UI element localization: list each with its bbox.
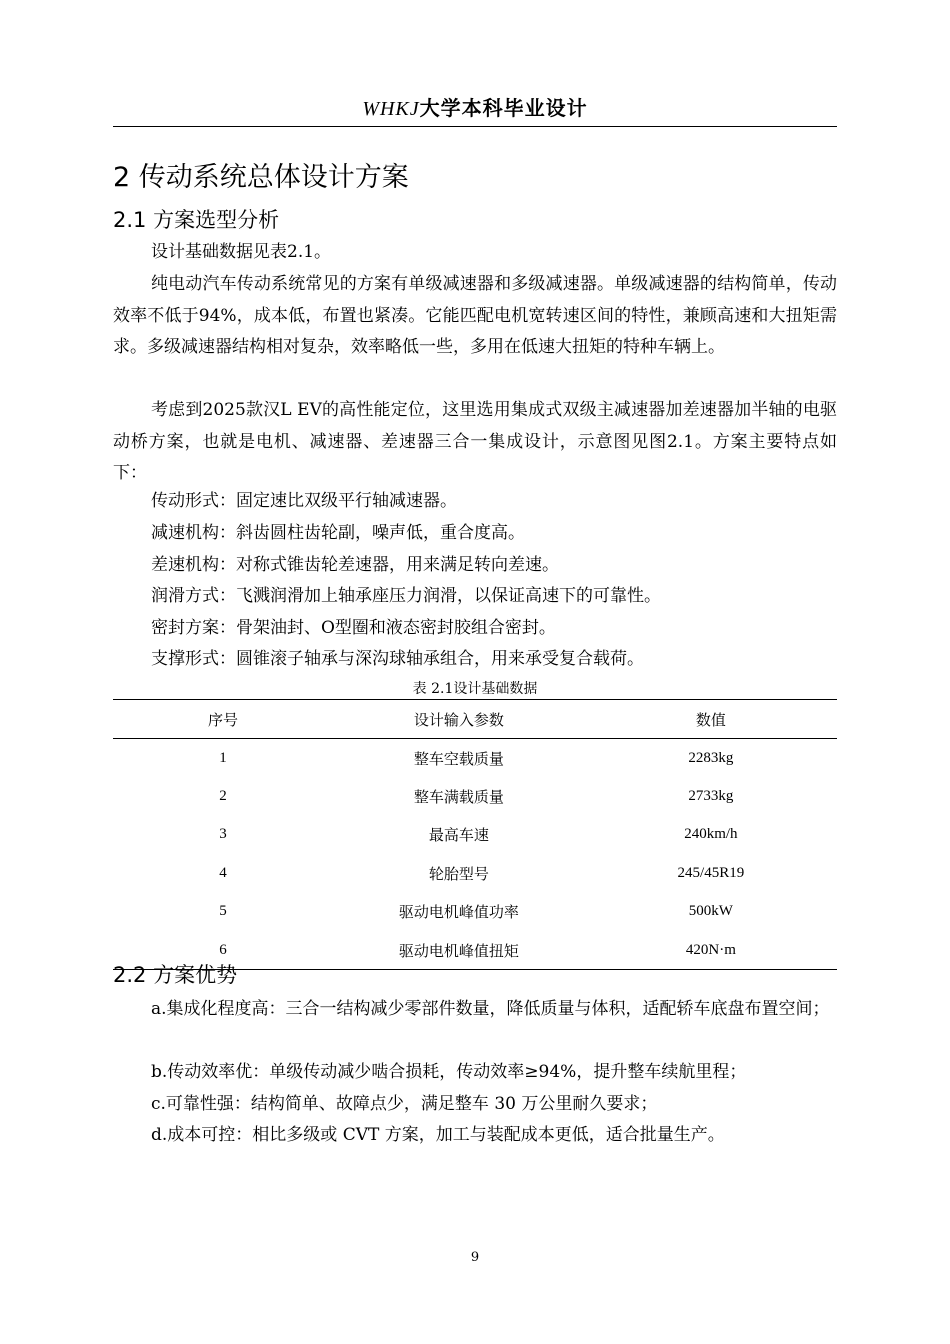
paragraph-3: 考虑到2025款汉L EV的高性能定位，这里选用集成式双级主减速器加差速器加半轴的电驱动桥方案，也就是电机、减速器、差速器三合一集成设计，示意图见图2.1。方案主要特点如下： bbox=[113, 400, 837, 483]
header-rule bbox=[113, 126, 837, 127]
cell-index: 6 bbox=[113, 931, 333, 970]
cell-index: 2 bbox=[219, 788, 227, 805]
cell-index: 1 bbox=[219, 749, 227, 766]
cell-value: 2283kg bbox=[688, 749, 734, 766]
header-index: 序号 bbox=[113, 700, 333, 739]
table-row bbox=[113, 777, 837, 815]
feature-sealing: 密封方案：骨架油封、O型圈和液态密封胶组合密封。 bbox=[151, 618, 556, 638]
design-data-table bbox=[113, 699, 837, 970]
header-latin: WHKJ bbox=[362, 98, 420, 120]
feature-reduction: 减速机构：斜齿圆柱齿轮副，噪声低，重合度高。 bbox=[151, 523, 525, 543]
advantage-d: d.成本可控：相比多级或 CVT 方案，加工与装配成本更低，适合批量生产。 bbox=[151, 1125, 725, 1145]
feature-support: 支撑形式：圆锥滚子轴承与深沟球轴承组合，用来承受复合载荷。 bbox=[151, 649, 644, 669]
table-row bbox=[113, 893, 837, 931]
cell-parameter: 整车满载质量 bbox=[413, 788, 504, 807]
cell-parameter: 整车空载质量 bbox=[413, 749, 504, 768]
page-header bbox=[113, 92, 837, 121]
paragraph-1: 设计基础数据见表2.1。 bbox=[151, 242, 332, 262]
header-title: 大学本科毕业设计 bbox=[419, 96, 588, 120]
section-2-1-title: 2.1 方案选型分析 bbox=[113, 208, 280, 232]
advantage-b: b.传动效率优：单级传动减少啮合损耗，传动效率≥94%，提升整车续航里程； bbox=[151, 1062, 747, 1082]
paragraph-2: 纯电动汽车传动系统常见的方案有单级减速器和多级减速器。单级减速器的结构简单，传动效率不低于94%，成本低，布置也紧凑。它能匹配电机宽转速区间的特性，兼顾高速和大扭矩需求。多级减速器结构相对复杂，效率略低一些，多用在低速大扭矩的特种车辆上。 bbox=[113, 274, 837, 357]
cell-parameter: 驱动电机峰值扭矩 bbox=[333, 931, 585, 970]
table-caption: 表 2.1设计基础数据 bbox=[412, 681, 538, 697]
cell-parameter: 驱动电机峰值功率 bbox=[398, 903, 519, 922]
cell-parameter: 轮胎型号 bbox=[428, 864, 489, 883]
advantage-a: a.集成化程度高：三合一结构减少零部件数量，降低质量与体积，适配轿车底盘布置空间； bbox=[151, 999, 830, 1019]
cell-index: 3 bbox=[219, 826, 227, 843]
chapter-title: 2 传动系统总体设计方案 bbox=[113, 162, 409, 193]
cell-index: 5 bbox=[219, 903, 227, 920]
header-value: 数值 bbox=[585, 700, 837, 739]
cell-value: 240km/h bbox=[684, 826, 738, 843]
header-parameter: 设计输入参数 bbox=[333, 700, 585, 739]
cell-parameter: 最高车速 bbox=[428, 826, 489, 845]
feature-transmission: 传动形式：固定速比双级平行轴减速器。 bbox=[151, 491, 457, 511]
feature-differential: 差速机构：对称式锥齿轮差速器，用来满足转向差速。 bbox=[151, 555, 559, 575]
advantage-c: c.可靠性强：结构简单、故障点少，满足整车 30 万公里耐久要求； bbox=[151, 1094, 658, 1114]
cell-value: 2733kg bbox=[688, 788, 734, 805]
table-row bbox=[113, 854, 837, 892]
table-row bbox=[113, 816, 837, 854]
cell-value: 245/45R19 bbox=[677, 864, 745, 881]
cell-value: 500kW bbox=[688, 903, 733, 920]
table-row bbox=[113, 739, 837, 778]
cell-index: 4 bbox=[219, 864, 227, 881]
page-number: 9 bbox=[470, 1250, 480, 1265]
section-2-2-title: 2.2 方案优势 bbox=[113, 963, 238, 987]
cell-value: 420N·m bbox=[585, 931, 837, 970]
feature-lubrication: 润滑方式：飞溅润滑加上轴承座压力润滑，以保证高速下的可靠性。 bbox=[151, 586, 661, 606]
table-header-row bbox=[113, 700, 837, 739]
